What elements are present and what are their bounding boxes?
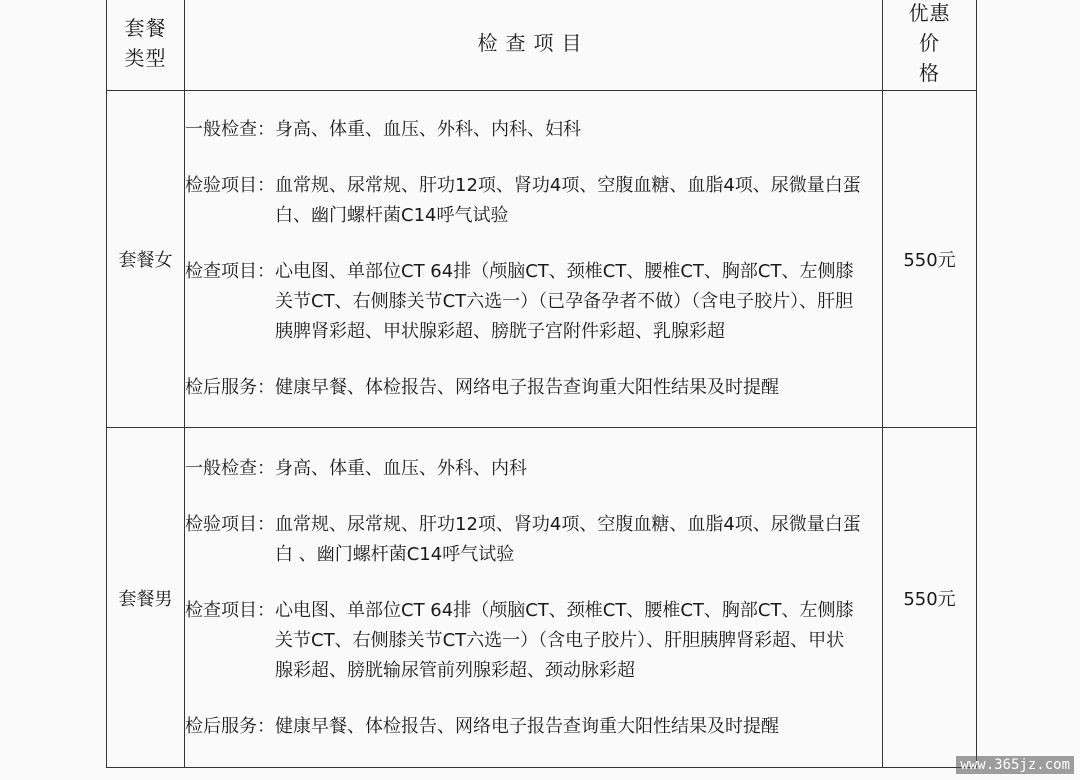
item-value: 心电图、单部位CT 64排（颅脑CT、颈椎CT、腰椎CT、胸部CT、左侧膝关节CT、右侧膝关节CT六选一）（含电子胶片）、肝胆胰脾肾彩超、甲状腺彩超、膀胱输尿管前列腺彩超、颈动脉彩超 [275,599,854,681]
item-value: 血常规、尿常规、肝功12项、肾功4项、空腹血糖、血脂4项、尿微量白蛋白、幽门螺杆菌C14呼气试验 [275,175,861,226]
item-label: 一般检查： [185,457,275,479]
item-value: 心电图、单部位CT 64排（颅脑CT、颈椎CT、腰椎CT、胸部CT、左侧膝关节CT、右侧膝关节CT六选一）（已孕备孕者不做）（含电子胶片）、肝胆胰脾肾彩超、甲状腺彩超、膀胱子宫附件彩超、乳腺彩超 [275,261,854,342]
table-header-row [107,0,977,91]
item-label: 检后服务： [185,377,275,398]
header-price-cell [883,0,977,91]
item-block [185,454,882,484]
package-name-female: 套餐女 [107,91,185,428]
item-label: 检后服务： [185,715,275,737]
item-value: 血常规、尿常规、肝功12项、肾功4项、空腹血糖、血脂4项、尿微量白蛋白 、幽门螺杆菌C14呼气试验 [275,513,861,565]
item-value: 身高、体重、血压、外科、内科 [275,457,527,479]
item-block [185,115,882,145]
item-block [185,171,882,231]
item-label: 一般检查： [185,119,275,140]
item-block [185,257,882,347]
table-row-male [107,428,977,768]
package-price-female: 550元 [883,91,977,428]
header-price-line2: 格 [919,60,940,85]
item-label: 检验项目： [185,175,275,196]
item-value: 身高、体重、血压、外科、内科、妇科 [275,119,581,140]
header-type-line1: 套餐 [124,15,167,40]
header-items-cell: 检查项目 [185,0,883,91]
table-row-female [107,91,977,428]
item-block [185,712,882,742]
item-value: 健康早餐、体检报告、网络电子报告查询重大阳性结果及时提醒 [275,715,779,737]
item-label: 检查项目： [185,599,275,621]
package-name-male: 套餐男 [107,428,185,768]
package-table [106,0,977,768]
header-price-line1: 优惠价 [908,0,951,55]
item-value: 健康早餐、体检报告、网络电子报告查询重大阳性结果及时提醒 [275,377,779,398]
watermark: www.365jz.com [956,756,1074,774]
item-block [185,596,882,686]
header-type-cell [107,0,185,91]
package-items-male [185,428,883,768]
package-items-female [185,91,883,428]
item-label: 检查项目： [185,261,275,282]
item-block [185,510,882,570]
item-label: 检验项目： [185,513,275,535]
header-type-line2: 类型 [124,45,167,70]
item-block [185,373,882,403]
package-price-male: 550元 [883,428,977,768]
